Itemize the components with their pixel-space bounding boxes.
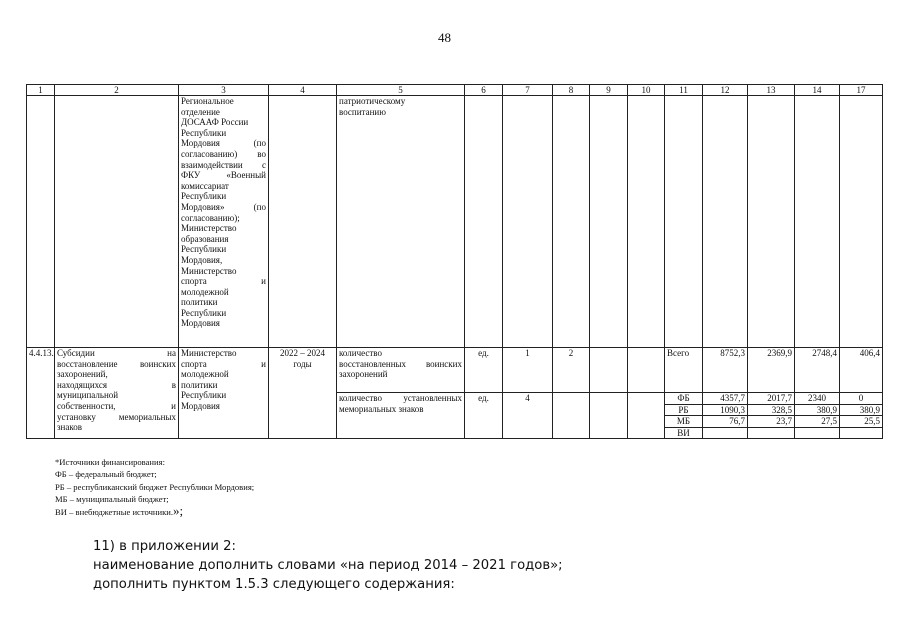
measure-code: 4.4.13. [27, 348, 55, 439]
header-cell: 17 [840, 85, 883, 96]
executor-line: Мордовия» (по [181, 201, 266, 212]
funding-value: 25,5 [840, 416, 883, 428]
amendment-line: дополнить пунктом 1.5.3 следующего содержания: [93, 577, 455, 592]
continuation-row [27, 96, 883, 348]
executor-line: Министерство [181, 223, 237, 234]
indicator-cell [337, 393, 465, 439]
unit-cell: ед. [465, 348, 503, 393]
funding-value [748, 427, 795, 439]
executor-line: спорта и [181, 276, 266, 287]
indicator-line: патриотическому [339, 96, 406, 106]
funding-source: РБ [665, 404, 703, 416]
executor-line: ДОСААФ России [181, 117, 249, 128]
funding-value: 0 [840, 393, 883, 405]
executor-line: Республики [181, 390, 227, 401]
indicator-line: захоронений [339, 369, 388, 380]
header-cell: 12 [703, 85, 748, 96]
executor-line: взаимодействии с [181, 159, 266, 170]
header-cell: 13 [748, 85, 795, 96]
page-number: 48 [438, 30, 451, 45]
value-cell: 2 [553, 348, 590, 393]
period-line: 2022 – 2024 [280, 348, 325, 358]
indicator-line: количество [339, 348, 382, 358]
executor-line: политики [181, 379, 218, 390]
indicator-line: восстановленных воинских [339, 358, 462, 369]
funding-value: 2340 [795, 393, 840, 405]
legend-fb: ФБ – федеральный бюджет; [55, 469, 157, 480]
measure-name-line: собственности, и [57, 400, 176, 411]
funding-value: 76,7 [703, 416, 748, 428]
funding-value: 23,7 [748, 416, 795, 428]
executor-line: Министерство [181, 348, 237, 358]
header-cell: 6 [465, 85, 503, 96]
header-cell: 8 [553, 85, 590, 96]
funding-value: 380,9 [840, 404, 883, 416]
funding-value: 8752,3 [703, 348, 748, 393]
funding-value: 380,9 [795, 404, 840, 416]
measure-name-line: установку мемориальных [57, 411, 176, 422]
legend-rb: РБ – республиканский бюджет Республики Мордовия; [55, 481, 255, 492]
indicator-cell [337, 348, 465, 393]
indicator-line: воспитанию [339, 106, 386, 117]
funding-value: 2017,7 [748, 393, 795, 405]
header-cell: 4 [269, 85, 337, 96]
amendment-line: 11) в приложении 2: [93, 539, 236, 554]
funding-sources-legend [55, 456, 254, 518]
value-cell: 1 [503, 348, 553, 393]
column-number-row [27, 85, 883, 96]
header-cell: 5 [337, 85, 465, 96]
executor-line: Республики [181, 244, 227, 255]
program-table [26, 84, 883, 439]
funding-source: МБ [665, 416, 703, 428]
indicator-line: мемориальных знаков [339, 403, 424, 414]
executors-cell [179, 96, 269, 348]
executor-line: согласованию) во [181, 148, 266, 159]
executor-line: спорта и [181, 358, 266, 369]
funding-value [703, 427, 748, 439]
measure-name-line: захоронений, [57, 369, 108, 380]
header-cell: 1 [27, 85, 55, 96]
funding-value [840, 427, 883, 439]
closing-quote: »; [173, 503, 184, 519]
measure-name-line: находящихся в [57, 379, 176, 390]
executor-line: Мордовия [181, 318, 220, 329]
value-cell: 4 [503, 393, 553, 439]
measure-name-line: муниципальной [57, 390, 119, 401]
executor-line: Мордовия (по [181, 138, 266, 149]
amendment-text [93, 537, 563, 594]
executor-line: политики [181, 297, 218, 308]
funding-value [795, 427, 840, 439]
funding-value: 406,4 [840, 348, 883, 393]
header-cell: 14 [795, 85, 840, 96]
executor-line: ФКУ «Военный [181, 170, 266, 181]
funding-source: ФБ [665, 393, 703, 405]
value-cell [553, 393, 590, 439]
header-cell: 9 [590, 85, 628, 96]
legend-mb: МБ – муниципальный бюджет; [55, 493, 169, 504]
executor-line: Региональное [181, 96, 234, 106]
header-cell: 10 [628, 85, 665, 96]
measure-name-line: восстановление воинских [57, 358, 176, 369]
funding-source: Всего [665, 348, 703, 393]
funding-value: 2369,9 [748, 348, 795, 393]
indicator-line: количество установленных [339, 393, 462, 403]
legend-vi-line [55, 505, 254, 518]
executor-line: Республики [181, 127, 227, 138]
executor-line: Мордовия, [181, 254, 223, 265]
measure-row-total [27, 348, 883, 393]
header-cell: 11 [665, 85, 703, 96]
executor-line: образования [181, 233, 229, 244]
funding-source: ВИ [665, 427, 703, 439]
indicator-cell [337, 96, 465, 348]
measure-executors-cell [179, 348, 269, 439]
header-cell: 2 [55, 85, 179, 96]
funding-value: 2748,4 [795, 348, 840, 393]
executor-line: Мордовия [181, 400, 220, 411]
funding-value: 328,5 [748, 404, 795, 416]
executor-line: молодежной [181, 286, 229, 297]
measure-name-line: знаков [57, 422, 83, 433]
legend-title: *Источники финансирования: [55, 457, 165, 467]
executor-line: Республики [181, 307, 227, 318]
executor-line: отделение [181, 106, 220, 117]
unit-cell: ед. [465, 393, 503, 439]
measure-name-cell [55, 348, 179, 439]
executor-line: Министерство [181, 265, 237, 276]
legend-vi: ВИ – внебюджетные источники. [55, 507, 174, 518]
executor-line: комиссариат [181, 180, 229, 191]
executor-line: молодежной [181, 369, 229, 380]
funding-value: 27,5 [795, 416, 840, 428]
period-line: годы [293, 358, 312, 369]
header-cell: 3 [179, 85, 269, 96]
executor-line: согласованию); [181, 212, 240, 223]
period-cell [269, 348, 337, 439]
executor-line: Республики [181, 191, 227, 202]
measure-name-line: Субсидии на [57, 348, 176, 358]
amendment-line: наименование дополнить словами «на период 2014 – 2021 годов»; [93, 558, 563, 573]
funding-value: 1090,3 [703, 404, 748, 416]
header-cell: 7 [503, 85, 553, 96]
funding-value: 4357,7 [703, 393, 748, 405]
